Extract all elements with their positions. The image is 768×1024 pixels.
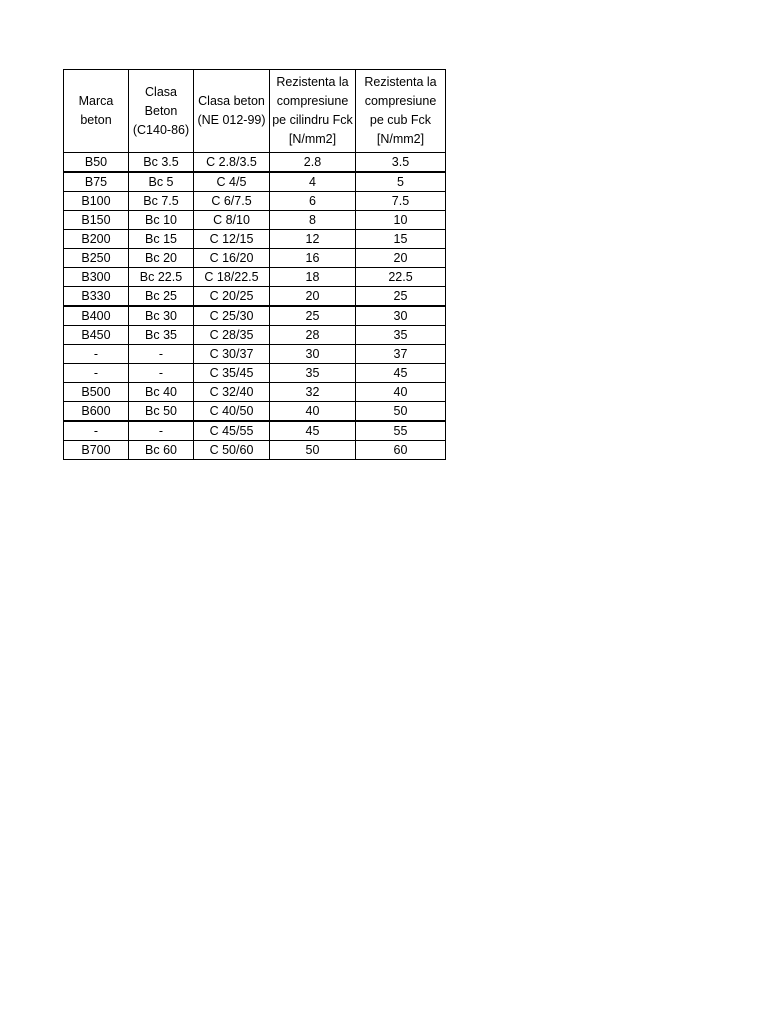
cell-fck-cilindru: 8 (270, 211, 356, 230)
table-row (64, 172, 446, 192)
cell-clasa-c140: Bc 35 (129, 326, 194, 345)
cell-fck-cilindru: 20 (270, 287, 356, 307)
header-clasa-beton-c140: Clasa Beton (C140-86) (129, 70, 194, 153)
table-row (64, 441, 446, 460)
cell-fck-cub: 5 (356, 172, 446, 192)
cell-fck-cub: 45 (356, 364, 446, 383)
cell-fck-cub: 20 (356, 249, 446, 268)
cell-fck-cilindru: 2.8 (270, 153, 356, 173)
cell-clasa-c140: Bc 60 (129, 441, 194, 460)
header-rezistenta-cub: Rezistenta la compresiune pe cub Fck [N/mm2] (356, 70, 446, 153)
cell-marca: B600 (64, 402, 129, 422)
table-row (64, 306, 446, 326)
table-row (64, 153, 446, 173)
cell-fck-cub: 3.5 (356, 153, 446, 173)
cell-clasa-c140: - (129, 345, 194, 364)
cell-clasa-ne012: C 20/25 (194, 287, 270, 307)
cell-clasa-ne012: C 45/55 (194, 421, 270, 441)
table-body (64, 153, 446, 460)
cell-marca: B300 (64, 268, 129, 287)
cell-fck-cub: 25 (356, 287, 446, 307)
concrete-class-table (63, 69, 446, 460)
cell-fck-cilindru: 32 (270, 383, 356, 402)
cell-clasa-c140: Bc 15 (129, 230, 194, 249)
cell-clasa-c140: Bc 30 (129, 306, 194, 326)
cell-fck-cub: 30 (356, 306, 446, 326)
cell-marca: B100 (64, 192, 129, 211)
cell-fck-cilindru: 40 (270, 402, 356, 422)
cell-clasa-ne012: C 32/40 (194, 383, 270, 402)
cell-clasa-ne012: C 16/20 (194, 249, 270, 268)
cell-clasa-ne012: C 18/22.5 (194, 268, 270, 287)
cell-clasa-c140: Bc 20 (129, 249, 194, 268)
table-row (64, 345, 446, 364)
cell-clasa-ne012: C 40/50 (194, 402, 270, 422)
cell-marca: - (64, 345, 129, 364)
header-clasa-beton-ne012: Clasa beton (NE 012-99) (194, 70, 270, 153)
cell-fck-cilindru: 30 (270, 345, 356, 364)
cell-clasa-c140: Bc 10 (129, 211, 194, 230)
cell-clasa-ne012: C 28/35 (194, 326, 270, 345)
cell-fck-cilindru: 25 (270, 306, 356, 326)
table-row (64, 268, 446, 287)
table-row (64, 383, 446, 402)
table-header-row (64, 70, 446, 153)
cell-fck-cilindru: 4 (270, 172, 356, 192)
cell-fck-cub: 40 (356, 383, 446, 402)
cell-fck-cilindru: 6 (270, 192, 356, 211)
cell-clasa-c140: Bc 22.5 (129, 268, 194, 287)
cell-clasa-c140: - (129, 421, 194, 441)
cell-clasa-c140: Bc 7.5 (129, 192, 194, 211)
cell-clasa-c140: Bc 3.5 (129, 153, 194, 173)
cell-marca: B200 (64, 230, 129, 249)
cell-fck-cilindru: 16 (270, 249, 356, 268)
table-row (64, 192, 446, 211)
cell-fck-cilindru: 28 (270, 326, 356, 345)
cell-marca: B400 (64, 306, 129, 326)
cell-fck-cub: 35 (356, 326, 446, 345)
cell-fck-cilindru: 50 (270, 441, 356, 460)
cell-clasa-c140: Bc 40 (129, 383, 194, 402)
cell-marca: B150 (64, 211, 129, 230)
cell-fck-cilindru: 12 (270, 230, 356, 249)
cell-clasa-ne012: C 25/30 (194, 306, 270, 326)
cell-clasa-c140: - (129, 364, 194, 383)
cell-clasa-ne012: C 12/15 (194, 230, 270, 249)
cell-clasa-ne012: C 8/10 (194, 211, 270, 230)
cell-marca: B450 (64, 326, 129, 345)
cell-fck-cilindru: 45 (270, 421, 356, 441)
cell-clasa-ne012: C 35/45 (194, 364, 270, 383)
cell-fck-cub: 7.5 (356, 192, 446, 211)
cell-clasa-ne012: C 4/5 (194, 172, 270, 192)
cell-marca: B50 (64, 153, 129, 173)
cell-clasa-ne012: C 2.8/3.5 (194, 153, 270, 173)
cell-fck-cub: 37 (356, 345, 446, 364)
cell-clasa-c140: Bc 50 (129, 402, 194, 422)
table-row (64, 211, 446, 230)
cell-clasa-c140: Bc 5 (129, 172, 194, 192)
cell-fck-cub: 15 (356, 230, 446, 249)
header-rezistenta-cilindru: Rezistenta la compresiune pe cilindru Fck [N/mm2] (270, 70, 356, 153)
cell-clasa-ne012: C 6/7.5 (194, 192, 270, 211)
cell-fck-cub: 55 (356, 421, 446, 441)
table-row (64, 421, 446, 441)
cell-fck-cub: 10 (356, 211, 446, 230)
table-row (64, 326, 446, 345)
cell-fck-cub: 22.5 (356, 268, 446, 287)
cell-marca: B700 (64, 441, 129, 460)
header-marca-beton: Marca beton (64, 70, 129, 153)
cell-fck-cilindru: 35 (270, 364, 356, 383)
cell-marca: B330 (64, 287, 129, 307)
cell-clasa-ne012: C 30/37 (194, 345, 270, 364)
cell-marca: B250 (64, 249, 129, 268)
cell-fck-cilindru: 18 (270, 268, 356, 287)
cell-fck-cub: 60 (356, 441, 446, 460)
cell-fck-cub: 50 (356, 402, 446, 422)
cell-marca: B500 (64, 383, 129, 402)
table-row (64, 364, 446, 383)
table-row (64, 249, 446, 268)
table-row (64, 287, 446, 307)
cell-clasa-ne012: C 50/60 (194, 441, 270, 460)
cell-marca: - (64, 364, 129, 383)
table-row (64, 230, 446, 249)
cell-marca: - (64, 421, 129, 441)
cell-marca: B75 (64, 172, 129, 192)
table-row (64, 402, 446, 422)
cell-clasa-c140: Bc 25 (129, 287, 194, 307)
